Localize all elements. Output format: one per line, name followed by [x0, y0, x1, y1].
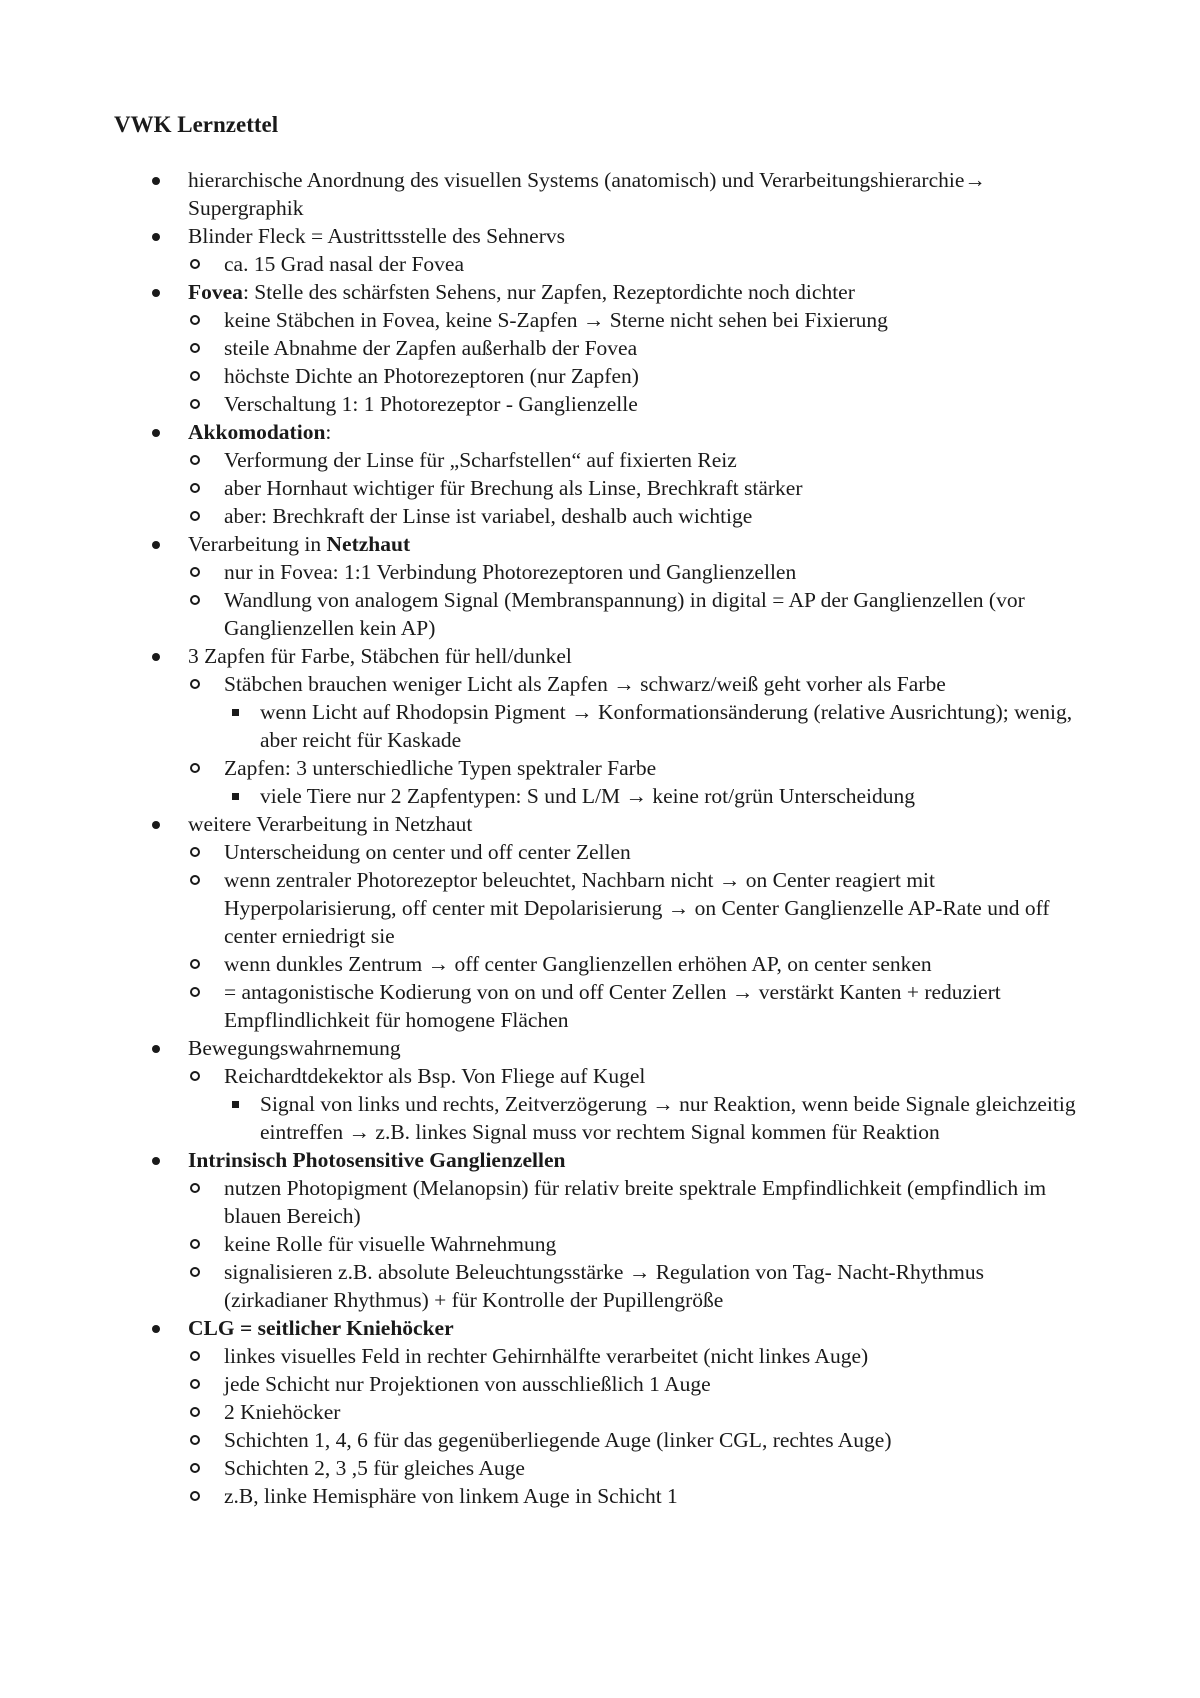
- disc-bullet-icon: [152, 233, 160, 241]
- item-text: Zapfen: 3 unterschiedliche Typen spektraler Farbe: [224, 756, 657, 780]
- item-text: signalisieren z.B. absolute Beleuchtungsstärke → Regulation von Tag- Nacht-Rhythmus (zirkadianer Rhythmus) + für Kontrolle der Pupillengröße: [224, 1260, 985, 1312]
- item-text: linkes visuelles Feld in rechter Gehirnhälfte verarbeitet (nicht linkes Auge): [224, 1344, 869, 1368]
- item-text: höchste Dichte an Photorezeptoren (nur Zapfen): [224, 364, 639, 388]
- item-text: Signal von links und rechts, Zeitverzögerung → nur Reaktion, wenn beide Signale gleichzeitig eintreffen → z.B. linkes Signal muss vor rechtem Signal kommen für Reaktion: [260, 1092, 1076, 1144]
- circle-bullet-icon: [190, 847, 200, 857]
- bold-term: Intrinsisch Photosensitive Ganglienzellen: [188, 1148, 566, 1172]
- circle-bullet-icon: [190, 1183, 200, 1193]
- disc-bullet-icon: [152, 429, 160, 437]
- sub-list-item: [0, 250, 1200, 278]
- sub-list-item: [0, 390, 1200, 418]
- item-text: aber Hornhaut wichtiger für Brechung als Linse, Brechkraft stärker: [224, 476, 803, 500]
- item-text: jede Schicht nur Projektionen von ausschließlich 1 Auge: [224, 1372, 711, 1396]
- sub-list-item: [0, 362, 1200, 390]
- item-text: Reichardtdekektor als Bsp. Von Fliege auf Kugel: [224, 1064, 646, 1088]
- disc-bullet-icon: [152, 821, 160, 829]
- item-text: :: [325, 420, 332, 444]
- document-title: VWK Lernzettel: [114, 112, 279, 137]
- sub-sub-list-item: [0, 698, 1200, 754]
- square-bullet-icon: [232, 1101, 239, 1108]
- sub-list-item: [0, 1258, 1200, 1314]
- item-text: nutzen Photopigment (Melanopsin) für relativ breite spektrale Empfindlichkeit (empfindlich im blauen Bereich): [224, 1176, 1047, 1228]
- list-item: [0, 1034, 1200, 1062]
- sub-sub-list-item: [0, 1090, 1200, 1146]
- sub-list-item: [0, 1230, 1200, 1258]
- list-item: [0, 642, 1200, 670]
- item-text: keine Rolle für visuelle Wahrnehmung: [224, 1232, 557, 1256]
- bold-term: CLG = seitlicher Kniehöcker: [188, 1316, 454, 1340]
- item-text: wenn zentraler Photorezeptor beleuchtet, Nachbarn nicht → on Center reagiert mit Hyperpolarisierung, off center mit Depolarisierung → on Center Ganglienzelle AP-Rate und off center erniedrigt sie: [224, 868, 1050, 948]
- circle-bullet-icon: [190, 343, 200, 353]
- item-text: 2 Kniehöcker: [224, 1400, 341, 1424]
- bold-term: Fovea: [188, 280, 243, 304]
- circle-bullet-icon: [190, 959, 200, 969]
- circle-bullet-icon: [190, 483, 200, 493]
- circle-bullet-icon: [190, 511, 200, 521]
- item-text: Verformung der Linse für „Scharfstellen“ auf fixierten Reiz: [224, 448, 737, 472]
- sub-list-item: [0, 474, 1200, 502]
- circle-bullet-icon: [190, 1463, 200, 1473]
- bold-term: Netzhaut: [326, 532, 411, 556]
- sub-list-item: [0, 866, 1200, 950]
- bold-term: Akkomodation: [188, 420, 326, 444]
- circle-bullet-icon: [190, 1379, 200, 1389]
- list-item: [0, 1146, 1200, 1174]
- list-item: [0, 166, 1200, 222]
- item-text: : Stelle des schärfsten Sehens, nur Zapfen, Rezeptordichte noch dichter: [242, 280, 855, 304]
- disc-bullet-icon: [152, 177, 160, 185]
- item-text: 3 Zapfen für Farbe, Stäbchen für hell/dunkel: [188, 644, 572, 668]
- circle-bullet-icon: [190, 875, 200, 885]
- item-text: Stäbchen brauchen weniger Licht als Zapfen → schwarz/weiß geht vorher als Farbe: [224, 672, 946, 696]
- circle-bullet-icon: [190, 259, 200, 269]
- sub-list-item: [0, 1482, 1200, 1510]
- circle-bullet-icon: [190, 371, 200, 381]
- sub-sub-list-item: [0, 782, 1200, 810]
- sub-list-item: [0, 334, 1200, 362]
- item-text: Bewegungswahrnemung: [188, 1036, 401, 1060]
- item-text: Verschaltung 1: 1 Photorezeptor - Ganglienzelle: [224, 392, 638, 416]
- circle-bullet-icon: [190, 1071, 200, 1081]
- item-text: steile Abnahme der Zapfen außerhalb der Fovea: [224, 336, 638, 360]
- item-text: Unterscheidung on center und off center Zellen: [224, 840, 631, 864]
- circle-bullet-icon: [190, 679, 200, 689]
- item-text: nur in Fovea: 1:1 Verbindung Photorezeptoren und Ganglienzellen: [224, 560, 797, 584]
- circle-bullet-icon: [190, 399, 200, 409]
- disc-bullet-icon: [152, 653, 160, 661]
- sub-list-item: [0, 754, 1200, 782]
- list-item: [0, 530, 1200, 558]
- sub-list-item: [0, 1174, 1200, 1230]
- item-text: Wandlung von analogem Signal (Membranspannung) in digital = AP der Ganglienzellen (vor Ganglienzellen kein AP): [224, 588, 1025, 640]
- circle-bullet-icon: [190, 1267, 200, 1277]
- circle-bullet-icon: [190, 567, 200, 577]
- list-item: [0, 418, 1200, 446]
- item-text: ca. 15 Grad nasal der Fovea: [224, 252, 464, 276]
- list-item: [0, 1314, 1200, 1342]
- square-bullet-icon: [232, 793, 239, 800]
- square-bullet-icon: [232, 709, 239, 716]
- item-text: wenn Licht auf Rhodopsin Pigment → Konformationsänderung (relative Ausrichtung); wenig, aber reicht für Kaskade: [260, 700, 1073, 752]
- sub-list-item: [0, 670, 1200, 698]
- item-text: z.B, linke Hemisphäre von linkem Auge in Schicht 1: [224, 1484, 678, 1508]
- circle-bullet-icon: [190, 1351, 200, 1361]
- item-text: Schichten 2, 3 ,5 für gleiches Auge: [224, 1456, 525, 1480]
- list-item: [0, 278, 1200, 306]
- sub-list-item: [0, 1426, 1200, 1454]
- sub-list-item: [0, 978, 1200, 1034]
- item-text: aber: Brechkraft der Linse ist variabel, deshalb auch wichtige: [224, 504, 753, 528]
- circle-bullet-icon: [190, 1407, 200, 1417]
- list-item: [0, 222, 1200, 250]
- sub-list-item: [0, 950, 1200, 978]
- list-item: [0, 810, 1200, 838]
- sub-list-item: [0, 1370, 1200, 1398]
- circle-bullet-icon: [190, 595, 200, 605]
- disc-bullet-icon: [152, 1045, 160, 1053]
- item-text: Verarbeitung in: [188, 532, 327, 556]
- sub-list-item: [0, 838, 1200, 866]
- item-text: Schichten 1, 4, 6 für das gegenüberliegende Auge (linker CGL, rechtes Auge): [224, 1428, 892, 1452]
- disc-bullet-icon: [152, 1157, 160, 1165]
- item-text: Blinder Fleck = Austrittsstelle des Sehnervs: [188, 224, 565, 248]
- item-text: keine Stäbchen in Fovea, keine S-Zapfen → Sterne nicht sehen bei Fixierung: [224, 308, 888, 332]
- sub-list-item: [0, 502, 1200, 530]
- circle-bullet-icon: [190, 315, 200, 325]
- circle-bullet-icon: [190, 1239, 200, 1249]
- item-text: weitere Verarbeitung in Netzhaut: [188, 812, 473, 836]
- disc-bullet-icon: [152, 1325, 160, 1333]
- circle-bullet-icon: [190, 1435, 200, 1445]
- disc-bullet-icon: [152, 289, 160, 297]
- sub-list-item: [0, 1454, 1200, 1482]
- item-text: wenn dunkles Zentrum → off center Ganglienzellen erhöhen AP, on center senken: [224, 952, 932, 976]
- circle-bullet-icon: [190, 1491, 200, 1501]
- sub-list-item: [0, 586, 1200, 642]
- disc-bullet-icon: [152, 541, 160, 549]
- circle-bullet-icon: [190, 455, 200, 465]
- sub-list-item: [0, 1062, 1200, 1090]
- sub-list-item: [0, 1398, 1200, 1426]
- sub-list-item: [0, 1342, 1200, 1370]
- item-text: viele Tiere nur 2 Zapfentypen: S und L/M → keine rot/grün Unterscheidung: [260, 784, 916, 808]
- item-text: = antagonistische Kodierung von on und off Center Zellen → verstärkt Kanten + reduziert Empflindlichkeit für homogene Flächen: [224, 980, 1001, 1032]
- circle-bullet-icon: [190, 763, 200, 773]
- sub-list-item: [0, 446, 1200, 474]
- item-text: hierarchische Anordnung des visuellen Systems (anatomisch) und Verarbeitungshierarchie→ Supergraphik: [188, 168, 986, 220]
- notes-outline: [0, 166, 1200, 1510]
- sub-list-item: [0, 558, 1200, 586]
- circle-bullet-icon: [190, 987, 200, 997]
- sub-list-item: [0, 306, 1200, 334]
